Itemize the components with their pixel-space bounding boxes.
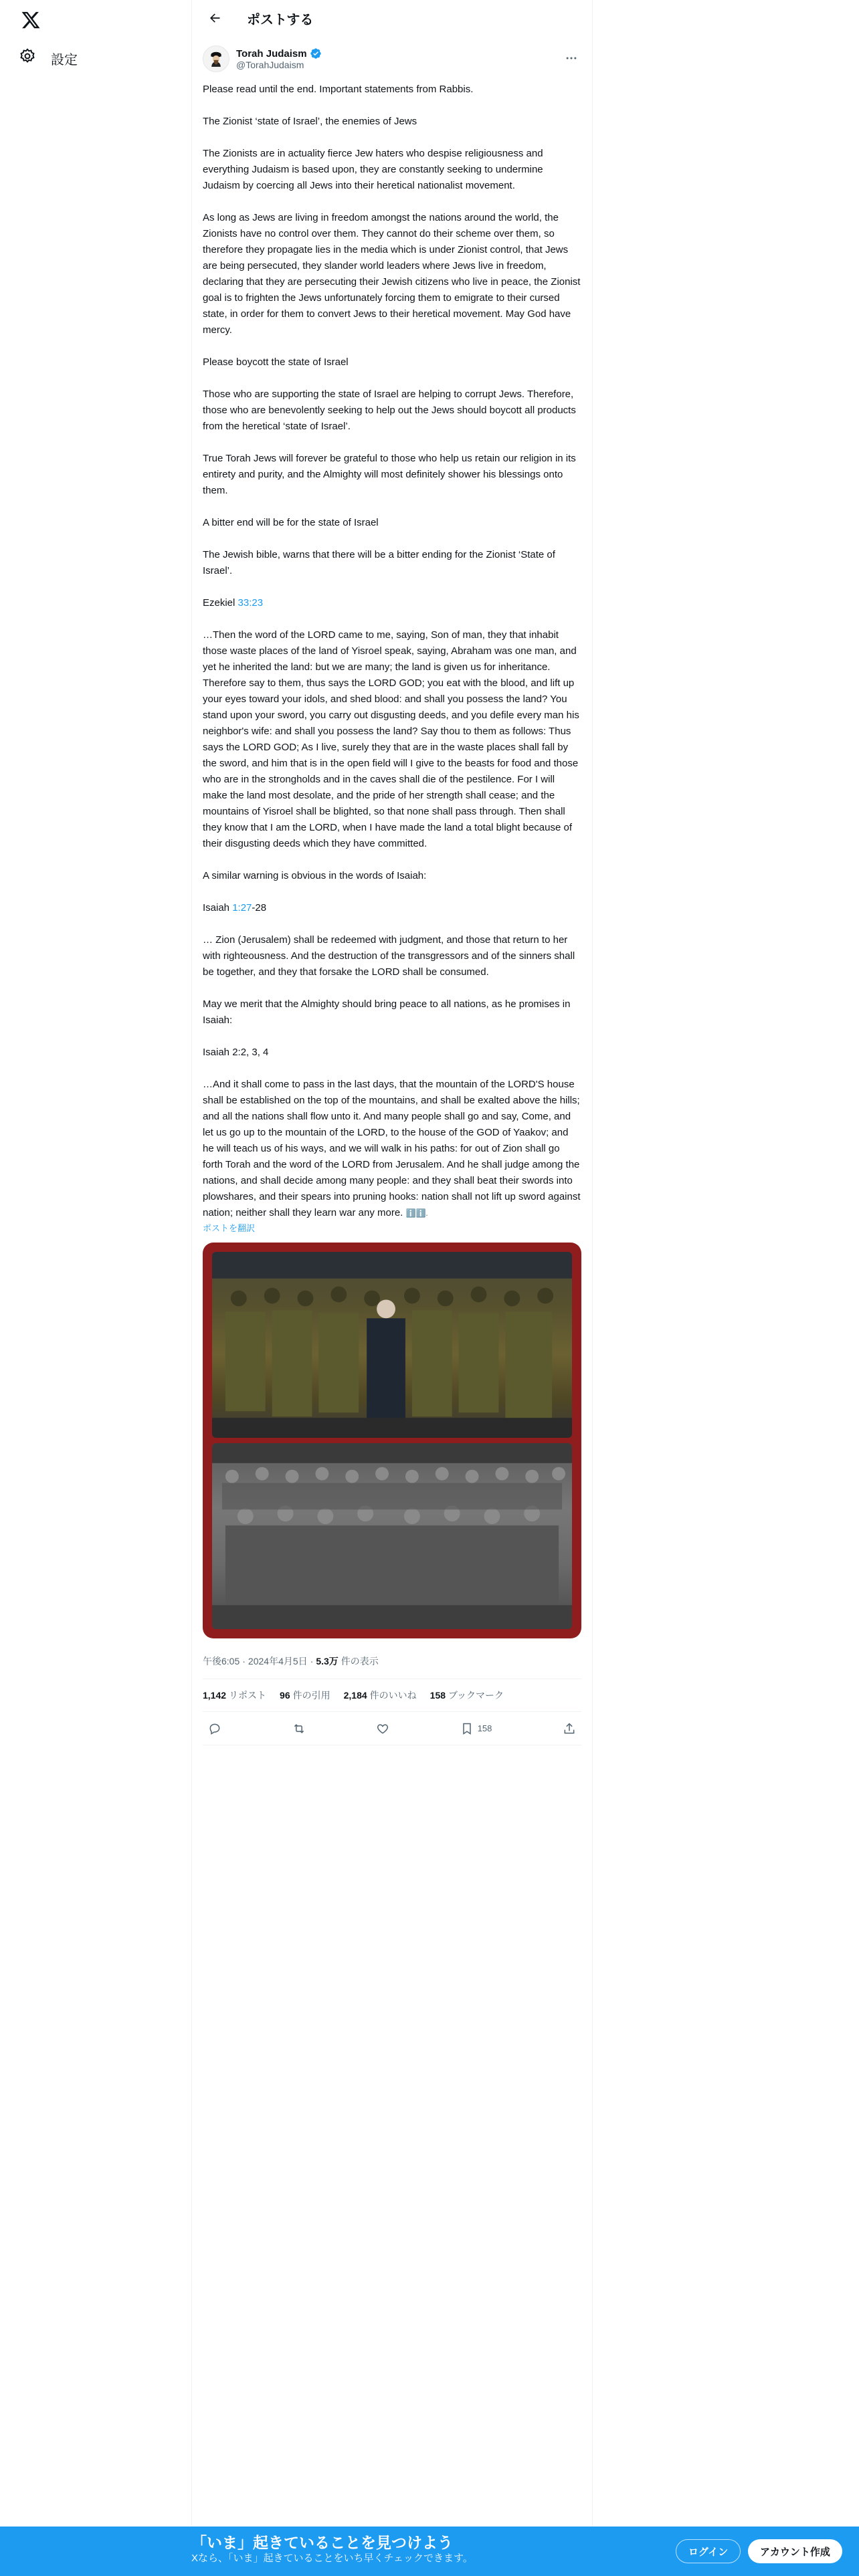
left-navigation	[0, 0, 191, 2576]
quotes-label: 件の引用	[292, 1690, 330, 1701]
tweet-paragraph: Those who are supporting the state of Israel are helping to corrupt Jews. Therefore, those who are benevolently seeking to help out the Jews should boycott all products from the heretical ‘state of Israel’.	[203, 389, 576, 432]
repost-button[interactable]	[292, 1722, 306, 1735]
quotes-stat[interactable]	[280, 1689, 330, 1702]
avatar[interactable]	[203, 45, 229, 72]
author-display-name[interactable]: Torah Judaism	[236, 47, 307, 60]
tweet-paragraph: Please boycott the state of Israel	[203, 356, 349, 368]
back-button[interactable]	[203, 6, 227, 30]
banner-title: 「いま」起きていることを見つけよう	[191, 2534, 453, 2551]
bookmark-count: 158	[477, 1723, 492, 1733]
tweet-text	[203, 82, 581, 1221]
likes-stat[interactable]	[344, 1689, 417, 1702]
bookmarks-stat[interactable]	[430, 1689, 504, 1702]
bookmark-button[interactable]	[460, 1722, 492, 1735]
author-handle[interactable]: @TorahJudaism	[236, 60, 304, 70]
login-button[interactable]: ログイン	[676, 2539, 741, 2563]
share-icon	[563, 1722, 576, 1735]
tweet-paragraph: The Zionists are in actuality fierce Jew haters who despise religiousness and everything Judaism is based upon, they are constantly seeking to undermine Judaism by coercing all Jews into their heretical nationalist movement.	[203, 148, 543, 191]
tweet-paragraph: True Torah Jews will forever be grateful to those who help us retain our religion in its entirety and purity, and the Almighty will most definitely shower his blessings onto them.	[203, 453, 576, 496]
media-image-bottom[interactable]	[212, 1443, 572, 1629]
author-display-name-row	[236, 47, 322, 60]
views-count: 5.3万	[316, 1656, 339, 1667]
tweet-paragraph: A similar warning is obvious in the words of Isaiah:	[203, 870, 427, 881]
tweet-paragraph: A bitter end will be for the state of Israel	[203, 517, 379, 528]
bookmark-icon	[460, 1722, 474, 1735]
page-title: ポストする	[247, 12, 314, 27]
more-options-icon[interactable]	[561, 48, 581, 68]
ezekiel-prefix: Ezekiel	[203, 597, 238, 609]
ezekiel-verse-link[interactable]: 33:23	[237, 597, 264, 609]
banner-subtitle: Xなら、「いま」起きていることをいち早くチェックできます。	[191, 2553, 473, 2564]
reposts-label: リポスト	[229, 1690, 267, 1701]
likes-label: 件のいいね	[369, 1690, 417, 1701]
like-icon	[376, 1722, 389, 1735]
tweet-paragraph: The Jewish bible, warns that there will be a bitter ending for the Zionist ‘State of Israel’.	[203, 549, 555, 576]
translate-post-link[interactable]: ポストを翻訳	[203, 1223, 256, 1233]
tweet-paragraph: May we merit that the Almighty should bring peace to all nations, as he promises in Isaiah:	[203, 998, 571, 1026]
tweet-paragraph-final	[203, 1077, 581, 1221]
tweet-stats	[203, 1679, 581, 1712]
tweet-media[interactable]	[203, 1243, 581, 1638]
x-logo-icon[interactable]	[19, 8, 43, 32]
verified-badge-icon	[310, 47, 322, 60]
tweet-paragraph: …Then the word of the LORD came to me, saying, Son of man, they that inhabit those waste places of the land of Yisroel speak, saying, Abraham was one man, and yet he inherited the land: but we are many; the land is given us for inheritance. Therefore say to them, thus says the LORD GOD; you eat with the blood, and lift up your eyes toward your idols, and shed blood: and shall you possess the land? You stand upon your sword, you carry out disgusting deeds, and you defile every man his neighbor's wife: and shall you possess the land? Say thou to them as follows: Thus says the LORD GOD; As I live, surely they that are in the waste places shall fall by the sword, and him that is in the open field will I give to the beasts for food and those who are in the strongholds and in the caves shall die of the pestilence. For I will make the land most desolate, and the pride of her strength shall cease; and the mountains of Yisroel shall be blighted, so that none shall pass through. Then shall they know that I am the LORD, when I have made the land a total blight because of their disgusting deeds which they have committed.	[203, 629, 579, 849]
bookmarks-label: ブックマーク	[448, 1690, 504, 1701]
back-arrow-icon	[208, 11, 221, 25]
reply-icon	[208, 1722, 221, 1735]
quotes-count: 96	[280, 1690, 290, 1701]
tweet-paragraph: Isaiah 2:2, 3, 4	[203, 1047, 269, 1058]
reposts-stat[interactable]	[203, 1689, 266, 1702]
tweet-actions	[203, 1712, 581, 1745]
like-button[interactable]	[376, 1722, 389, 1735]
ezekiel-reference	[203, 595, 581, 611]
bookmarks-count: 158	[430, 1690, 446, 1701]
isaiah-suffix: -28	[252, 902, 267, 914]
author-row	[203, 43, 581, 75]
isaiah-prefix: Isaiah	[203, 902, 233, 914]
signup-button[interactable]: アカウント作成	[748, 2539, 842, 2563]
tweet-paragraph: As long as Jews are living in freedom amongst the nations around the world, the Zionists have no control over them. They cannot do their scheme over them, so therefore they propagate lies in the media which is under Zionist control, that Jews are being persecuted, they slander world leaders where Jews live in freedom, declaring that they are persecuting their Jewish citizens who live in peace, the Zionist goal is to frighten the Jews unfortunately forcing them to emigrate to their cursed state, in order for them to convert Jews to their heretical movement. May God have mercy.	[203, 212, 581, 336]
isaiah-quote: …And it shall come to pass in the last days, that the mountain of the LORD'S house shall be established on the top of the mountains, and shall be exalted above the hills; and all the nations shall flow unto it. And many people shall go and say, Come, and let us go up to the mountain of the LORD, to the house of the GOD of Yaakov; and he will teach us of his ways, and we will walk in his paths: for out of Zion shall go forth Torah and the word of the LORD from Jerusalem. And he shall judge among the nations, and shall decide among many people: and they shall beat their swords into plowshares, and their spears into pruning hooks: nation shall not lift up sword against nation; neither shall they learn war any more.	[203, 1079, 581, 1218]
settings-label: 設定	[51, 52, 78, 68]
reply-button[interactable]	[208, 1722, 221, 1735]
views-label: 件の表示	[341, 1656, 379, 1667]
isaiah-verse-link[interactable]: 1:27	[232, 902, 252, 914]
tweet-paragraph: Please read until the end. Important statements from Rabbis.	[203, 84, 474, 95]
tweet-date[interactable]: 2024年4月5日	[248, 1656, 308, 1667]
settings-gear-icon	[19, 47, 36, 69]
repost-icon	[292, 1722, 306, 1735]
tweet-time[interactable]: 午後6:05	[203, 1656, 240, 1667]
share-button[interactable]	[563, 1722, 576, 1735]
top-bar	[192, 0, 592, 36]
signup-banner	[0, 2527, 859, 2576]
tweet-paragraph: … Zion (Jerusalem) shall be redeemed with judgment, and those that return to her with righteousness. And the destruction of the transgressors and of the sinners shall be together, and they that forsake the LORD shall be consumed.	[203, 934, 575, 978]
main-column	[191, 0, 593, 2576]
emoji-tail: ℹ️ℹ️.	[405, 1208, 428, 1218]
tweet-paragraph: The Zionist ‘state of Israel’, the enemies of Jews	[203, 116, 417, 127]
settings-nav-item[interactable]	[19, 47, 78, 70]
isaiah-reference	[203, 900, 581, 916]
likes-count: 2,184	[343, 1690, 367, 1701]
reposts-count: 1,142	[203, 1690, 227, 1701]
media-image-top[interactable]	[212, 1252, 572, 1438]
tweet-meta: 午後6:05 · 2024年4月5日 · 5.3万 件の表示	[203, 1656, 379, 1667]
